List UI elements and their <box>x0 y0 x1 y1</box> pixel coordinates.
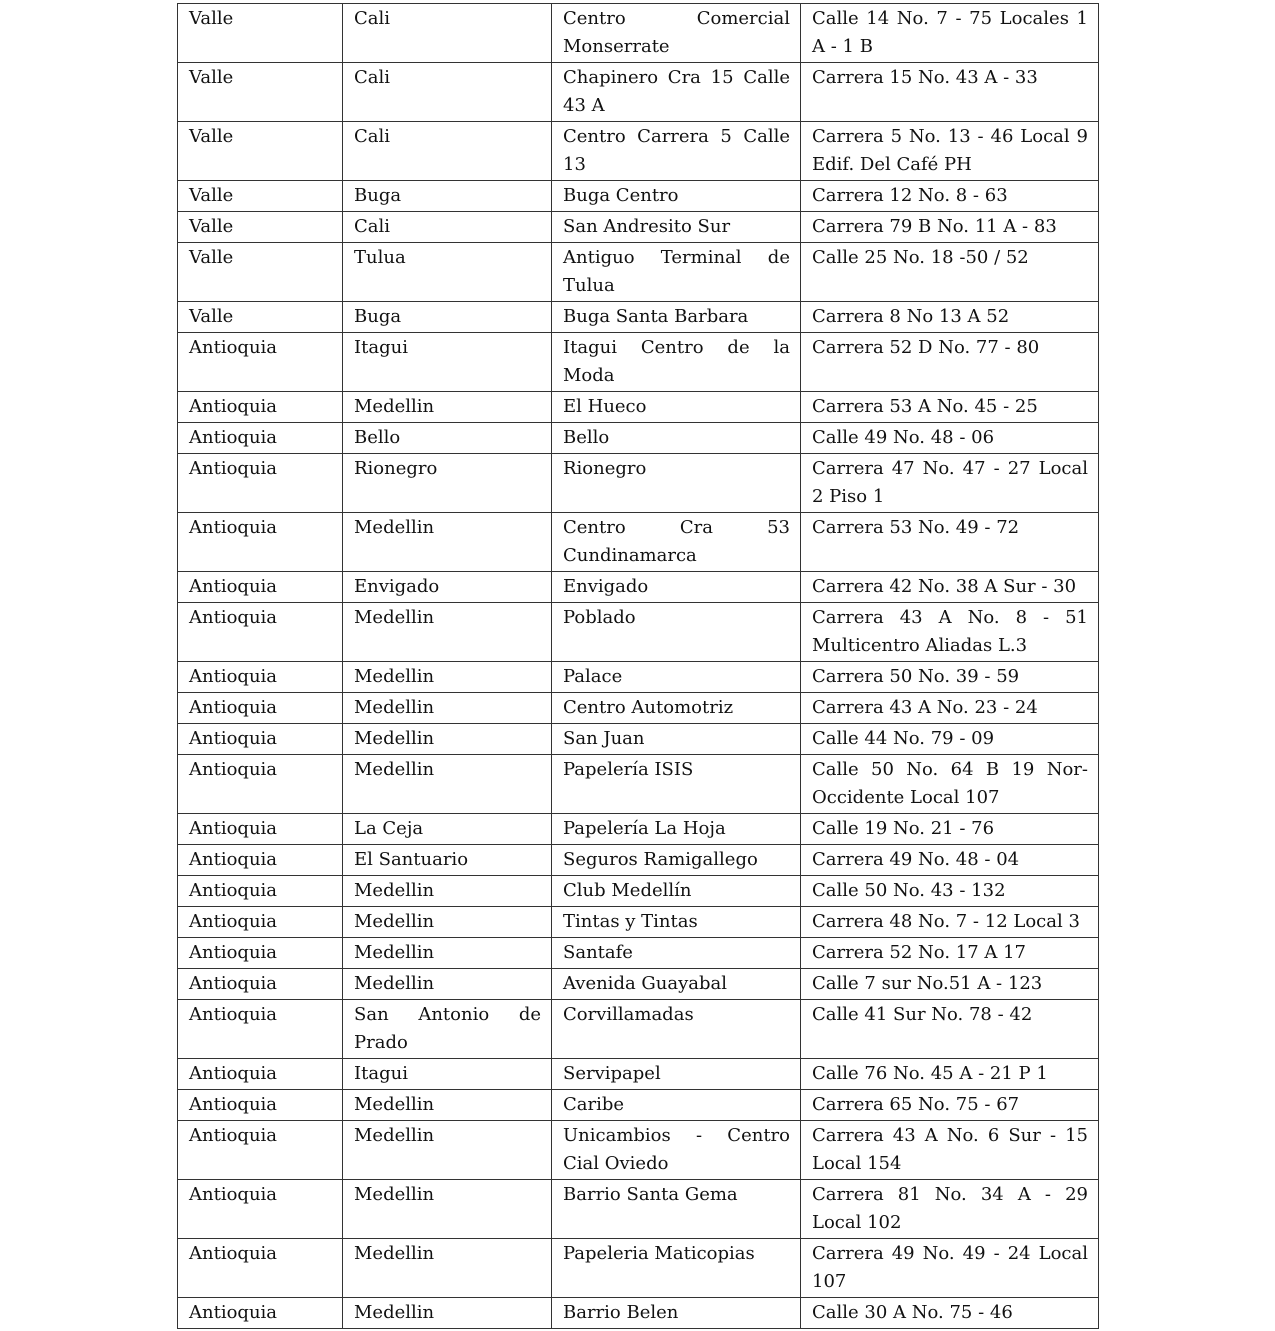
address-cell: Carrera 8 No 13 A 52 <box>801 302 1099 333</box>
point-name-cell: Itagui Centro de la Moda <box>552 333 801 392</box>
city-cell: Buga <box>343 302 552 333</box>
address-cell: Calle 7 sur No.51 A - 123 <box>801 969 1099 1000</box>
point-name-cell: Rionegro <box>552 454 801 513</box>
department-cell: Antioquia <box>178 1298 343 1329</box>
table-row <box>178 333 1099 392</box>
point-name-cell: Barrio Belen <box>552 1298 801 1329</box>
department-cell: Valle <box>178 63 343 122</box>
address-cell: Carrera 43 A No. 6 Sur - 15 Local 154 <box>801 1121 1099 1180</box>
address-cell: Carrera 5 No. 13 - 46 Local 9 Edif. Del Café PH <box>801 122 1099 181</box>
department-cell: Antioquia <box>178 1090 343 1121</box>
point-name-cell: Tintas y Tintas <box>552 907 801 938</box>
point-name-cell: Chapinero Cra 15 Calle 43 A <box>552 63 801 122</box>
address-cell: Calle 76 No. 45 A - 21 P 1 <box>801 1059 1099 1090</box>
locations-table <box>177 3 1099 1329</box>
department-cell: Antioquia <box>178 1000 343 1059</box>
city-cell: Tulua <box>343 243 552 302</box>
point-name-cell: Papeleria Maticopias <box>552 1239 801 1298</box>
department-cell: Antioquia <box>178 454 343 513</box>
point-name-cell: Santafe <box>552 938 801 969</box>
point-name-cell: Corvillamadas <box>552 1000 801 1059</box>
department-cell: Antioquia <box>178 1121 343 1180</box>
table-row <box>178 423 1099 454</box>
address-cell: Carrera 52 No. 17 A 17 <box>801 938 1099 969</box>
department-cell: Antioquia <box>178 907 343 938</box>
address-cell: Carrera 49 No. 48 - 04 <box>801 845 1099 876</box>
locations-table-body <box>178 4 1099 1329</box>
city-cell: Medellin <box>343 876 552 907</box>
city-cell: Medellin <box>343 969 552 1000</box>
address-cell: Carrera 43 A No. 23 - 24 <box>801 693 1099 724</box>
department-cell: Antioquia <box>178 392 343 423</box>
department-cell: Valle <box>178 4 343 63</box>
city-cell: Rionegro <box>343 454 552 513</box>
table-row <box>178 876 1099 907</box>
point-name-cell: Centro Comercial Monserrate <box>552 4 801 63</box>
city-cell: Cali <box>343 4 552 63</box>
city-cell: Medellin <box>343 1239 552 1298</box>
address-cell: Calle 49 No. 48 - 06 <box>801 423 1099 454</box>
address-cell: Carrera 53 A No. 45 - 25 <box>801 392 1099 423</box>
department-cell: Valle <box>178 122 343 181</box>
point-name-cell: Unicambios - Centro Cial Oviedo <box>552 1121 801 1180</box>
address-cell: Calle 44 No. 79 - 09 <box>801 724 1099 755</box>
table-row <box>178 1059 1099 1090</box>
city-cell: Cali <box>343 212 552 243</box>
department-cell: Valle <box>178 243 343 302</box>
department-cell: Antioquia <box>178 938 343 969</box>
table-row <box>178 907 1099 938</box>
address-cell: Calle 41 Sur No. 78 - 42 <box>801 1000 1099 1059</box>
point-name-cell: Poblado <box>552 603 801 662</box>
city-cell: Medellin <box>343 755 552 814</box>
city-cell: Medellin <box>343 662 552 693</box>
table-row <box>178 4 1099 63</box>
point-name-cell: San Juan <box>552 724 801 755</box>
department-cell: Valle <box>178 302 343 333</box>
address-cell: Calle 14 No. 7 - 75 Locales 1 A - 1 B <box>801 4 1099 63</box>
address-cell: Carrera 52 D No. 77 - 80 <box>801 333 1099 392</box>
point-name-cell: Avenida Guayabal <box>552 969 801 1000</box>
address-cell: Carrera 53 No. 49 - 72 <box>801 513 1099 572</box>
point-name-cell: El Hueco <box>552 392 801 423</box>
city-cell: Medellin <box>343 603 552 662</box>
city-cell: Envigado <box>343 572 552 603</box>
table-row <box>178 1121 1099 1180</box>
city-cell: Medellin <box>343 1090 552 1121</box>
department-cell: Antioquia <box>178 969 343 1000</box>
address-cell: Calle 30 A No. 75 - 46 <box>801 1298 1099 1329</box>
department-cell: Antioquia <box>178 693 343 724</box>
city-cell: Bello <box>343 423 552 454</box>
address-cell: Calle 50 No. 64 B 19 Nor-Occidente Local 107 <box>801 755 1099 814</box>
city-cell: El Santuario <box>343 845 552 876</box>
point-name-cell: Papelería ISIS <box>552 755 801 814</box>
point-name-cell: Servipapel <box>552 1059 801 1090</box>
table-row <box>178 1000 1099 1059</box>
department-cell: Antioquia <box>178 572 343 603</box>
city-cell: Medellin <box>343 724 552 755</box>
point-name-cell: Envigado <box>552 572 801 603</box>
city-cell: Medellin <box>343 938 552 969</box>
point-name-cell: Bello <box>552 423 801 454</box>
department-cell: Antioquia <box>178 724 343 755</box>
table-row <box>178 572 1099 603</box>
point-name-cell: Centro Automotriz <box>552 693 801 724</box>
point-name-cell: Buga Santa Barbara <box>552 302 801 333</box>
department-cell: Antioquia <box>178 876 343 907</box>
city-cell: Medellin <box>343 1121 552 1180</box>
point-name-cell: Centro Cra 53 Cundinamarca <box>552 513 801 572</box>
city-cell: Buga <box>343 181 552 212</box>
address-cell: Calle 50 No. 43 - 132 <box>801 876 1099 907</box>
point-name-cell: San Andresito Sur <box>552 212 801 243</box>
city-cell: Medellin <box>343 693 552 724</box>
city-cell: La Ceja <box>343 814 552 845</box>
point-name-cell: Centro Carrera 5 Calle 13 <box>552 122 801 181</box>
department-cell: Antioquia <box>178 1239 343 1298</box>
department-cell: Valle <box>178 212 343 243</box>
address-cell: Carrera 12 No. 8 - 63 <box>801 181 1099 212</box>
table-row <box>178 845 1099 876</box>
department-cell: Antioquia <box>178 513 343 572</box>
table-row <box>178 938 1099 969</box>
address-cell: Carrera 48 No. 7 - 12 Local 3 <box>801 907 1099 938</box>
department-cell: Antioquia <box>178 1180 343 1239</box>
table-row <box>178 755 1099 814</box>
table-row <box>178 302 1099 333</box>
point-name-cell: Seguros Ramigallego <box>552 845 801 876</box>
address-cell: Carrera 79 B No. 11 A - 83 <box>801 212 1099 243</box>
address-cell: Calle 25 No. 18 -50 / 52 <box>801 243 1099 302</box>
city-cell: Medellin <box>343 1298 552 1329</box>
table-row <box>178 392 1099 423</box>
city-cell: Medellin <box>343 1180 552 1239</box>
point-name-cell: Club Medellín <box>552 876 801 907</box>
address-cell: Carrera 15 No. 43 A - 33 <box>801 63 1099 122</box>
address-cell: Carrera 81 No. 34 A - 29 Local 102 <box>801 1180 1099 1239</box>
point-name-cell: Barrio Santa Gema <box>552 1180 801 1239</box>
table-row <box>178 63 1099 122</box>
department-cell: Antioquia <box>178 845 343 876</box>
table-row <box>178 454 1099 513</box>
department-cell: Valle <box>178 181 343 212</box>
table-row <box>178 969 1099 1000</box>
table-row <box>178 212 1099 243</box>
city-cell: Cali <box>343 122 552 181</box>
table-row <box>178 513 1099 572</box>
address-cell: Carrera 43 A No. 8 - 51 Multicentro Aliadas L.3 <box>801 603 1099 662</box>
table-row <box>178 814 1099 845</box>
city-cell: Itagui <box>343 1059 552 1090</box>
table-row <box>178 1298 1099 1329</box>
table-row <box>178 1090 1099 1121</box>
city-cell: Cali <box>343 63 552 122</box>
city-cell: Medellin <box>343 513 552 572</box>
table-row <box>178 693 1099 724</box>
department-cell: Antioquia <box>178 423 343 454</box>
department-cell: Antioquia <box>178 662 343 693</box>
address-cell: Carrera 47 No. 47 - 27 Local 2 Piso 1 <box>801 454 1099 513</box>
table-row <box>178 1239 1099 1298</box>
city-cell: Medellin <box>343 392 552 423</box>
table-row <box>178 122 1099 181</box>
point-name-cell: Caribe <box>552 1090 801 1121</box>
department-cell: Antioquia <box>178 814 343 845</box>
department-cell: Antioquia <box>178 603 343 662</box>
department-cell: Antioquia <box>178 755 343 814</box>
point-name-cell: Palace <box>552 662 801 693</box>
table-row <box>178 1180 1099 1239</box>
table-row <box>178 662 1099 693</box>
city-cell: Itagui <box>343 333 552 392</box>
address-cell: Carrera 50 No. 39 - 59 <box>801 662 1099 693</box>
table-row <box>178 724 1099 755</box>
address-cell: Carrera 65 No. 75 - 67 <box>801 1090 1099 1121</box>
point-name-cell: Papelería La Hoja <box>552 814 801 845</box>
department-cell: Antioquia <box>178 1059 343 1090</box>
city-cell: Medellin <box>343 907 552 938</box>
address-cell: Calle 19 No. 21 - 76 <box>801 814 1099 845</box>
address-cell: Carrera 42 No. 38 A Sur - 30 <box>801 572 1099 603</box>
department-cell: Antioquia <box>178 333 343 392</box>
table-row <box>178 603 1099 662</box>
table-row <box>178 243 1099 302</box>
address-cell: Carrera 49 No. 49 - 24 Local 107 <box>801 1239 1099 1298</box>
point-name-cell: Buga Centro <box>552 181 801 212</box>
city-cell: San Antonio de Prado <box>343 1000 552 1059</box>
table-row <box>178 181 1099 212</box>
point-name-cell: Antiguo Terminal de Tulua <box>552 243 801 302</box>
